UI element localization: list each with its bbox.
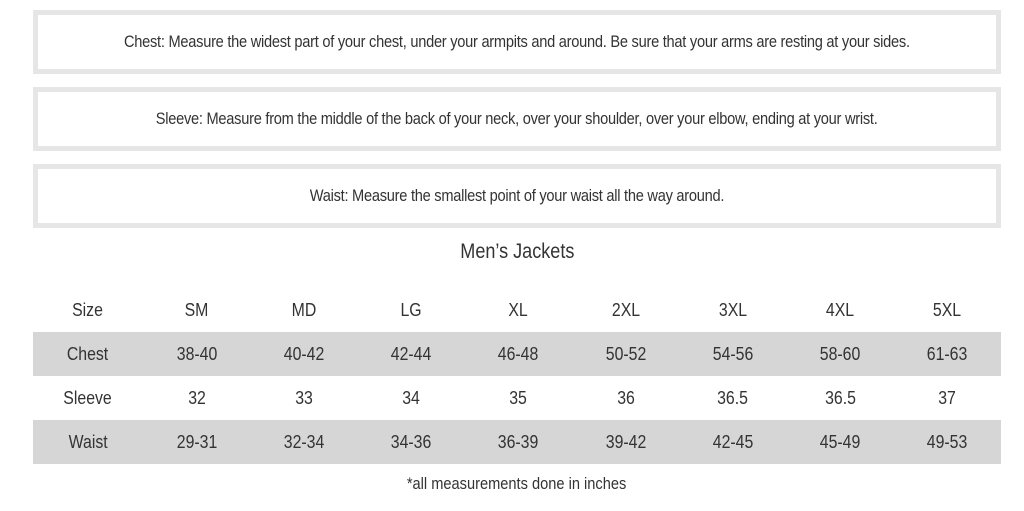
row-label-waist: Waist [68, 431, 108, 452]
table-cell: 46-48 [498, 343, 539, 364]
header-cell-5xl: 5XL [933, 299, 962, 320]
table-cell: 36-39 [498, 431, 539, 452]
row-label-chest: Chest [67, 343, 109, 364]
header-cell-xl: XL [508, 299, 529, 320]
waist-guide-box [33, 164, 1001, 228]
table-row-chest [33, 332, 1001, 376]
table-cell: 34-36 [390, 431, 432, 452]
table-cell: 36.5 [717, 387, 749, 408]
measurement-footnote [33, 474, 1001, 494]
table-cell: 50-52 [605, 343, 646, 364]
table-cell: 32 [187, 387, 206, 408]
table-cell: 37 [938, 387, 957, 408]
table-cell: 32-34 [283, 431, 325, 452]
table-cell: 40-42 [283, 343, 325, 364]
size-chart-table [33, 288, 1001, 464]
sleeve-guide-text: Sleeve: Measure from the middle of the back of your neck, over your shoulder, over your elbow, ending at your wrist. [156, 109, 878, 128]
table-cell: 58-60 [819, 343, 861, 364]
chest-guide-box [33, 10, 1001, 74]
header-cell-md: MD [291, 299, 317, 320]
row-label-sleeve: Sleeve [63, 387, 113, 408]
header-cell-3xl: 3XL [718, 299, 747, 320]
chest-guide-text: Chest: Measure the widest part of your chest, under your armpits and around. Be sure that your arms are resting at your sides. [124, 32, 910, 51]
table-header-row [33, 288, 1001, 332]
header-cell-sm: SM [184, 299, 209, 320]
table-cell: 42-44 [390, 343, 432, 364]
header-cell-2xl: 2XL [611, 299, 640, 320]
table-cell: 54-56 [712, 343, 754, 364]
table-cell: 39-42 [605, 431, 646, 452]
table-cell: 33 [295, 387, 313, 408]
table-cell: 36.5 [824, 387, 856, 408]
table-cell: 42-45 [712, 431, 754, 452]
sleeve-guide-box [33, 87, 1001, 151]
table-title [33, 240, 1001, 264]
table-row-sleeve [33, 376, 1001, 420]
table-cell: 49-53 [927, 431, 968, 452]
table-cell: 38-40 [176, 343, 217, 364]
table-cell: 45-49 [819, 431, 861, 452]
table-cell: 36 [616, 387, 635, 408]
header-cell-size: Size [72, 299, 104, 320]
footnote-text: *all measurements done in inches [407, 474, 627, 493]
table-row-waist [33, 420, 1001, 464]
table-cell: 61-63 [927, 343, 968, 364]
table-cell: 29-31 [176, 431, 217, 452]
table-cell: 34 [402, 387, 420, 408]
table-cell: 35 [509, 387, 528, 408]
header-cell-4xl: 4XL [826, 299, 855, 320]
header-cell-lg: LG [400, 299, 422, 320]
waist-guide-text: Waist: Measure the smallest point of your waist all the way around. [309, 186, 725, 205]
table-title-text: Men’s Jackets [459, 240, 575, 263]
